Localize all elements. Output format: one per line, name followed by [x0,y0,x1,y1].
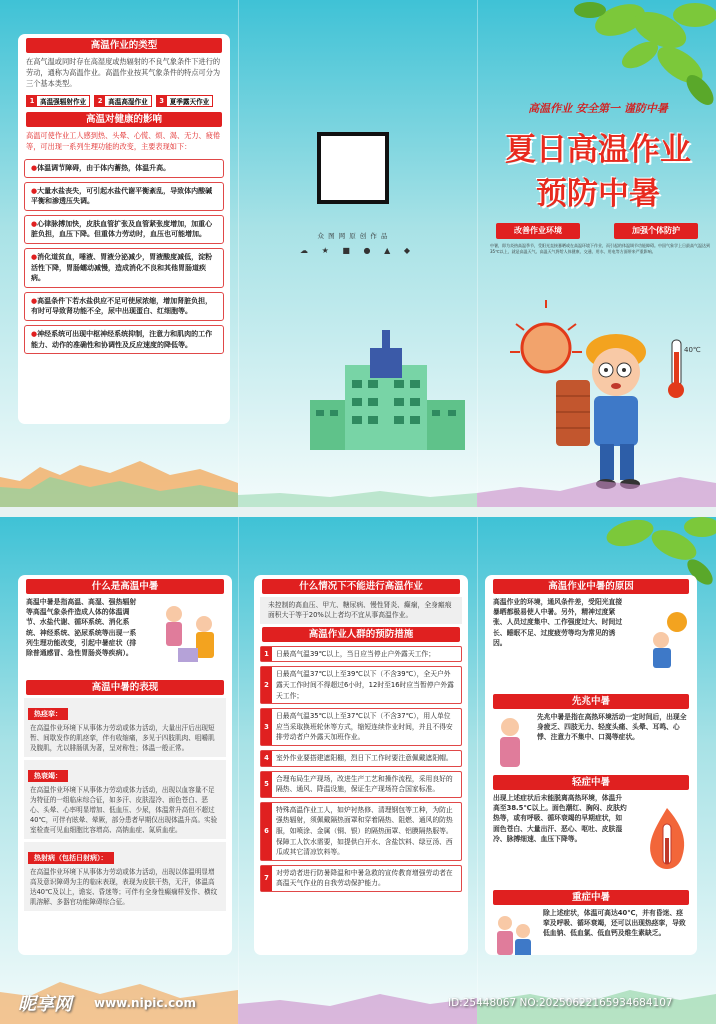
severe-text: 除上述症状，体温可高达40℃，并有昏迷、痉挛及呼吸、循环衰竭，还可以出现热痉挛，导致低血钠、低血氯、低血钙及维生素缺乏。 [543,909,686,938]
stop-title: 什么情况下不能进行高温作业 [262,579,460,594]
mild-section [485,790,697,890]
health-item: ●神经系统可出现中枢神经系统抑制，注意力和肌肉的工作能力、动作的准确性和协调性及反应速度的降低等。 [24,325,224,354]
causes-text: 高温作业的环境，通风条件差，受阳光直接暴晒都极易使人中暑。另外，精神过度紧张、人员过度集中、工作强度过大、时间过长、睡眠不足、过度疲劳等均为常见的诱因。 [493,598,623,647]
qr-caption: 众 图 网 原 创 作 品 [317,232,389,240]
symptom-block: 热痉挛： 在高温作业环境下从事体力劳动或体力活动，大量出汗后出现短暂、间歇发作的肌痉挛，伴有收缩痛，多见于四肢肌肉、咀嚼肌及腹肌，尤以腓肠肌为著，呈对称性；体温一般正常。 [24,698,226,757]
severe-section [485,905,697,955]
types-intro: 在高气温或同时存在高湿度或热辐射的不良气象条件下进行的劳动，通称为高温作业。高温作业按其气象条件的特点可分为三个基本类型。 [26,57,221,88]
measure-item: 6 特殊高温作业工人，如炉衬热修、清理钢包等工种，为防止强热辐射，须佩戴隔热面罩和穿着隔热、阻燃、通风的防热服，如喷涂、金属（铜、银）的隔热面罩、铝膜隔热服等。保障工人饮水需要，如提供白开水、含盐饮料、绿豆汤、西瓜或其它清凉饮料等。 [260,802,462,861]
panel-causes-card [485,575,697,955]
causes-title: 高温作业中暑的原因 [493,579,689,594]
measure-item: 1 日最高气温39℃以上，当日应当停止户外露天工作； [260,646,462,663]
leaves-decoration [560,0,716,110]
tired-person-illustration [491,715,529,771]
outside-sheet [0,0,716,507]
panel-what-is-heatstroke-card [18,575,232,955]
what-text: 高温中暑是指高温、高湿、强热辐射等高温气象条件造成人体的体温调节、水盐代谢、循环系统、消化系统、神经系统、泌尿系统等出现一系列生理功能改变，引起中暑症状（排除普通感冒、急性胃肠炎等疾病）。 [26,598,137,658]
cover-title-line1: 夏日高温作业 [505,132,691,168]
cover-slogan: 高温作业 安全第一 谨防中暑 [528,102,668,115]
symptom-block: 热射病（包括日射病）： 在高温作业环境下从事体力劳动或体力活动，出现以体温明显增高及意识障碍为主的临床表现，表现为皮肤干热，无汗，体温高达40℃及以上，谵妄、昏迷等；可伴有全身性癫痫样发作、横纹肌溶解、多器官功能障碍综合征。 [24,842,226,911]
mild-text: 出现上述症状后未能脱离高热环境，体温升高至38.5℃以上。面色潮红、胸闷、皮肤灼热等，或有呼吸、循环衰竭的早期症状，如面色苍白、大量出汗、恶心、呕吐、皮肤湿冷、脉搏细速、血压下降等。 [493,794,627,843]
type-item: 3 夏季露天作业 [156,95,214,107]
watermark-url: www.nipic.com [94,996,196,1010]
first-aid-illustration [156,600,226,670]
types-list [26,95,222,107]
symptom-block: 热衰竭： 在高温作业环境下从事体力劳动或体力活动，出现以血容量不足为特征的一组临床综合征，如多汗、皮肤湿冷、面色苍白、恶心、头晕、心率明显增加、低血压、少尿，体温常升高但不超过40℃，可伴有眩晕、晕厥，部分患者早期仅出现体温升高。实验室检查可见血细胞比容增高、高钠血症、氮质血症。 [24,760,226,839]
measure-item: 5 合理布局生产现场，改进生产工艺和操作流程，采用良好的隔热、通风、降温设施，保证生产现场符合国家标准。 [260,771,462,798]
measure-item: 7 对劳动者进行防暑降温和中暑急救的宣传教育增强劳动者在高温天气作业的自我劳动保护能力。 [260,865,462,892]
square-icon: ■ [342,246,350,255]
aura-title: 先兆中暑 [493,694,689,709]
qr-icons [300,246,410,255]
inside-sheet [0,517,716,1024]
type-item: 1 高温强辐射作业 [26,95,90,107]
severe-title: 重症中暑 [493,890,689,905]
cover-small-text: 中暑，即为炎热高温季节，受阳光直接暴晒或在高温环境下作业，而引起的体温调节功能障碍。中国气象学上日最高气温达到35℃以上，就是高温天气。高温天气将给人体健康、交通、用水、用电等方面带来严重影响。 [490,243,710,254]
fold-line [238,0,239,507]
star-icon: ★ [321,246,329,255]
fold-line [477,517,478,1024]
qr-placeholder [317,132,389,204]
health-item: ●大量水盐丧失，可引起水盐代谢平衡紊乱，导致体内酸碱平衡和渗透压失调。 [24,182,224,211]
cloud-icon: ☁ [300,246,308,255]
mild-title: 轻症中暑 [493,775,689,790]
measure-item: 4 室外作业要搭建遮阳棚，烈日下工作时要注意佩戴遮阳帽。 [260,750,462,767]
symptoms-title: 高温中暑的表现 [26,680,224,695]
diamond-icon: ◆ [403,246,410,255]
improve-environment-button[interactable]: 改善作业环境 [496,223,580,239]
types-title: 高温作业的类型 [26,38,222,53]
causes-section [485,594,697,694]
fold-line [238,517,239,1024]
health-item: ●体温调节障碍，由于体内蓄热，体温升高。 [24,159,224,178]
health-item: ●高温条件下若水盐供应不足可使尿浓缩，增加肾脏负担，有时可导致肾功能不全，尿中出现蛋白、红细胞等。 [24,292,224,321]
city-skyline-decoration [0,447,716,507]
sun-worker-illustration [641,610,693,670]
circle-icon: ● [363,246,371,255]
thermometer-label: 40℃ [684,346,701,354]
health-item: ●心律脉搏加快，皮肤血管扩张及血管紧张度增加，加重心脏负担，血压下降。但重体力劳动时，血压也可能增加。 [24,215,224,244]
personal-protection-button[interactable]: 加强个体防护 [614,223,698,239]
city-skyline-decoration [0,964,716,1024]
aura-text: 先兆中暑是指在高热环境活动一定时间后，出现全身疲乏、四肢无力、轻度头痛、头晕、耳鸣、心悸、注意力不集中、口渴等症状。 [537,713,687,742]
what-section [18,594,232,680]
health-intro: 高温可使作业工人感到热、头晕、心慌、烦、渴、无力、疲倦等，可出现一系列生理功能的改变，主要表现如下： [26,131,221,151]
panel-heat-work-card [18,34,230,424]
rescue-illustration [491,911,535,955]
triangle-icon: ▲ [384,246,391,255]
health-title: 高温对健康的影响 [26,112,222,127]
panel-prevention-card [254,575,468,955]
building-illustration [290,330,480,450]
type-item: 2 高温高湿作业 [94,95,152,107]
what-title: 什么是高温中暑 [26,579,224,594]
health-item: ●消化道贫血，唾液、胃液分泌减少，胃液酸度减低，淀粉活性下降，胃肠蠕动减慢，造成消化不良和其他胃肠道疾病。 [24,248,224,288]
watermark-id: ID:25448067 NO:20250622165934684107 [448,997,673,1009]
cover-title-line2: 预防中暑 [536,176,660,212]
measure-item: 3 日最高气温35℃以上至37℃以下（不含37℃），用人单位应当采取换班轮休等方式，缩短连续作业时间，并且不得安排劳动者户外露天加班作业。 [260,708,462,746]
aura-section [485,709,697,775]
stop-text: 未控制的高血压、甲亢、糖尿病、慢性肾炎、癫痫，全身瘢痕面积大于等于20%以上者均不宜从事高温作业。 [260,597,462,624]
measures-title: 高温作业人群的预防措施 [262,627,460,642]
measure-item: 2 日最高气温37℃以上至39℃以下（不含39℃），全天户外露天工作时间不得超过6小时，12时至16时应当暂停户外露天工作； [260,666,462,704]
watermark-logo: 昵享网 [18,994,72,1015]
fire-thermometer-illustration [641,804,693,874]
